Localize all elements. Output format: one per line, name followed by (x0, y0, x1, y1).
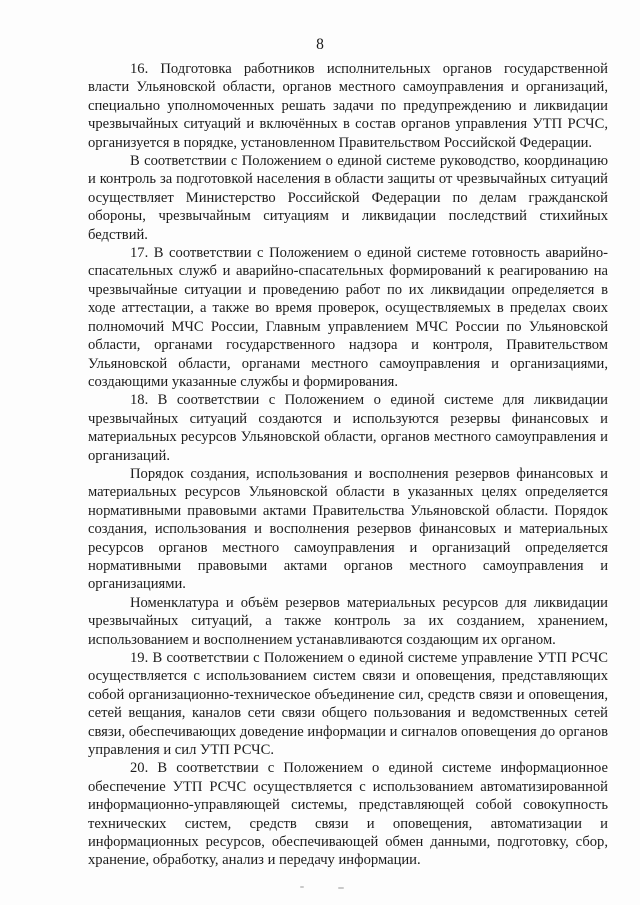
paragraph-19: 19. В соответствии с Положением о единой системе управление УТП РСЧС осуществляется с использованием систем связи и оповещения, представляющих собой организационно-техническое объединение сил, средств связи и оповещения, сетей вещания, каналов сети связи общего пользования и ведомственных сетей связи, обеспечивающих доведение информации и сигналов оповещения до органов управления и сил УТП РСЧС. (88, 650, 608, 759)
paragraph-20: 20. В соответствии с Положением о единой системе информационное обеспечение УТП РСЧС осуществляется с использованием автоматизированной информационно-управляющей системы, представляющей собой совокупность технических систем, средств связи и оповещения, автоматизации и информационных ресурсов, обеспечивающей обмен данными, подготовку, сбор, хранение, обработку, анализ и передачу информации. (88, 760, 608, 869)
paragraph-17: 17. В соответствии с Положением о единой системе готовность аварийно-спасательных служб и аварийно-спасательных формирований к реагированию на чрезвычайные ситуации и проведению работ по их ликвидации определяется в ходе аттестации, а также во время проверок, осуществляемых в пределах своих полномочий МЧС России, Главным управлением МЧС России по Ульяновской области, органами государственного надзора и контроля, Правительством Ульяновской области, органами местного самоуправления и организациями, создающими указанные службы и формирования. (88, 245, 608, 390)
paragraph-18-reserves-procedure: Порядок создания, использования и восполнения резервов финансовых и материальных ресурсов Ульяновской области в указанных целях определяется нормативными правовыми актами Правительства Ульяновской области. Порядок создания, использования и восполнения резервов финансовых и материальных ресурсов органов местного самоуправления и организаций определяется нормативными правовыми актами органов местного самоуправления и организациями. (88, 465, 608, 593)
paragraph-18: 18. В соответствии с Положением о единой системе для ликвидации чрезвычайных ситуаций создаются и используются резервы финансовых и материальных ресурсов Ульяновской области, органов местного самоуправления и организаций. (88, 392, 608, 464)
paragraph-18-nomenclature: Номенклатура и объём резервов материальных ресурсов для ликвидации чрезвычайных ситуаций, а также контроль за их созданием, хранением, использованием и восполнением устанавливаются создающим их органом. (88, 594, 608, 648)
paragraph-16: 16. Подготовка работников исполнительных органов государственной власти Ульяновской области, органов местного самоуправления и организаций, специально уполномоченных решать задачи по предупреждению и ликвидации чрезвычайных ситуаций и включённых в состав органов управления УТП РСЧС, организуется в порядке, установленном Правительством Российской Федерации. (88, 61, 608, 151)
paragraph-16-continuation: В соответствии с Положением о единой системе руководство, координацию и контроль за подготовкой населения в области защиты от чрезвычайных ситуаций осуществляет Министерство Российской Федерации по делам гражданской обороны, чрезвычайным ситуациям и ликвидации последствий стихийных бедствий. (88, 153, 608, 243)
scan-speck (338, 887, 344, 889)
document-body (88, 60, 608, 870)
page-number: 8 (316, 36, 324, 53)
scan-speck (300, 886, 304, 888)
